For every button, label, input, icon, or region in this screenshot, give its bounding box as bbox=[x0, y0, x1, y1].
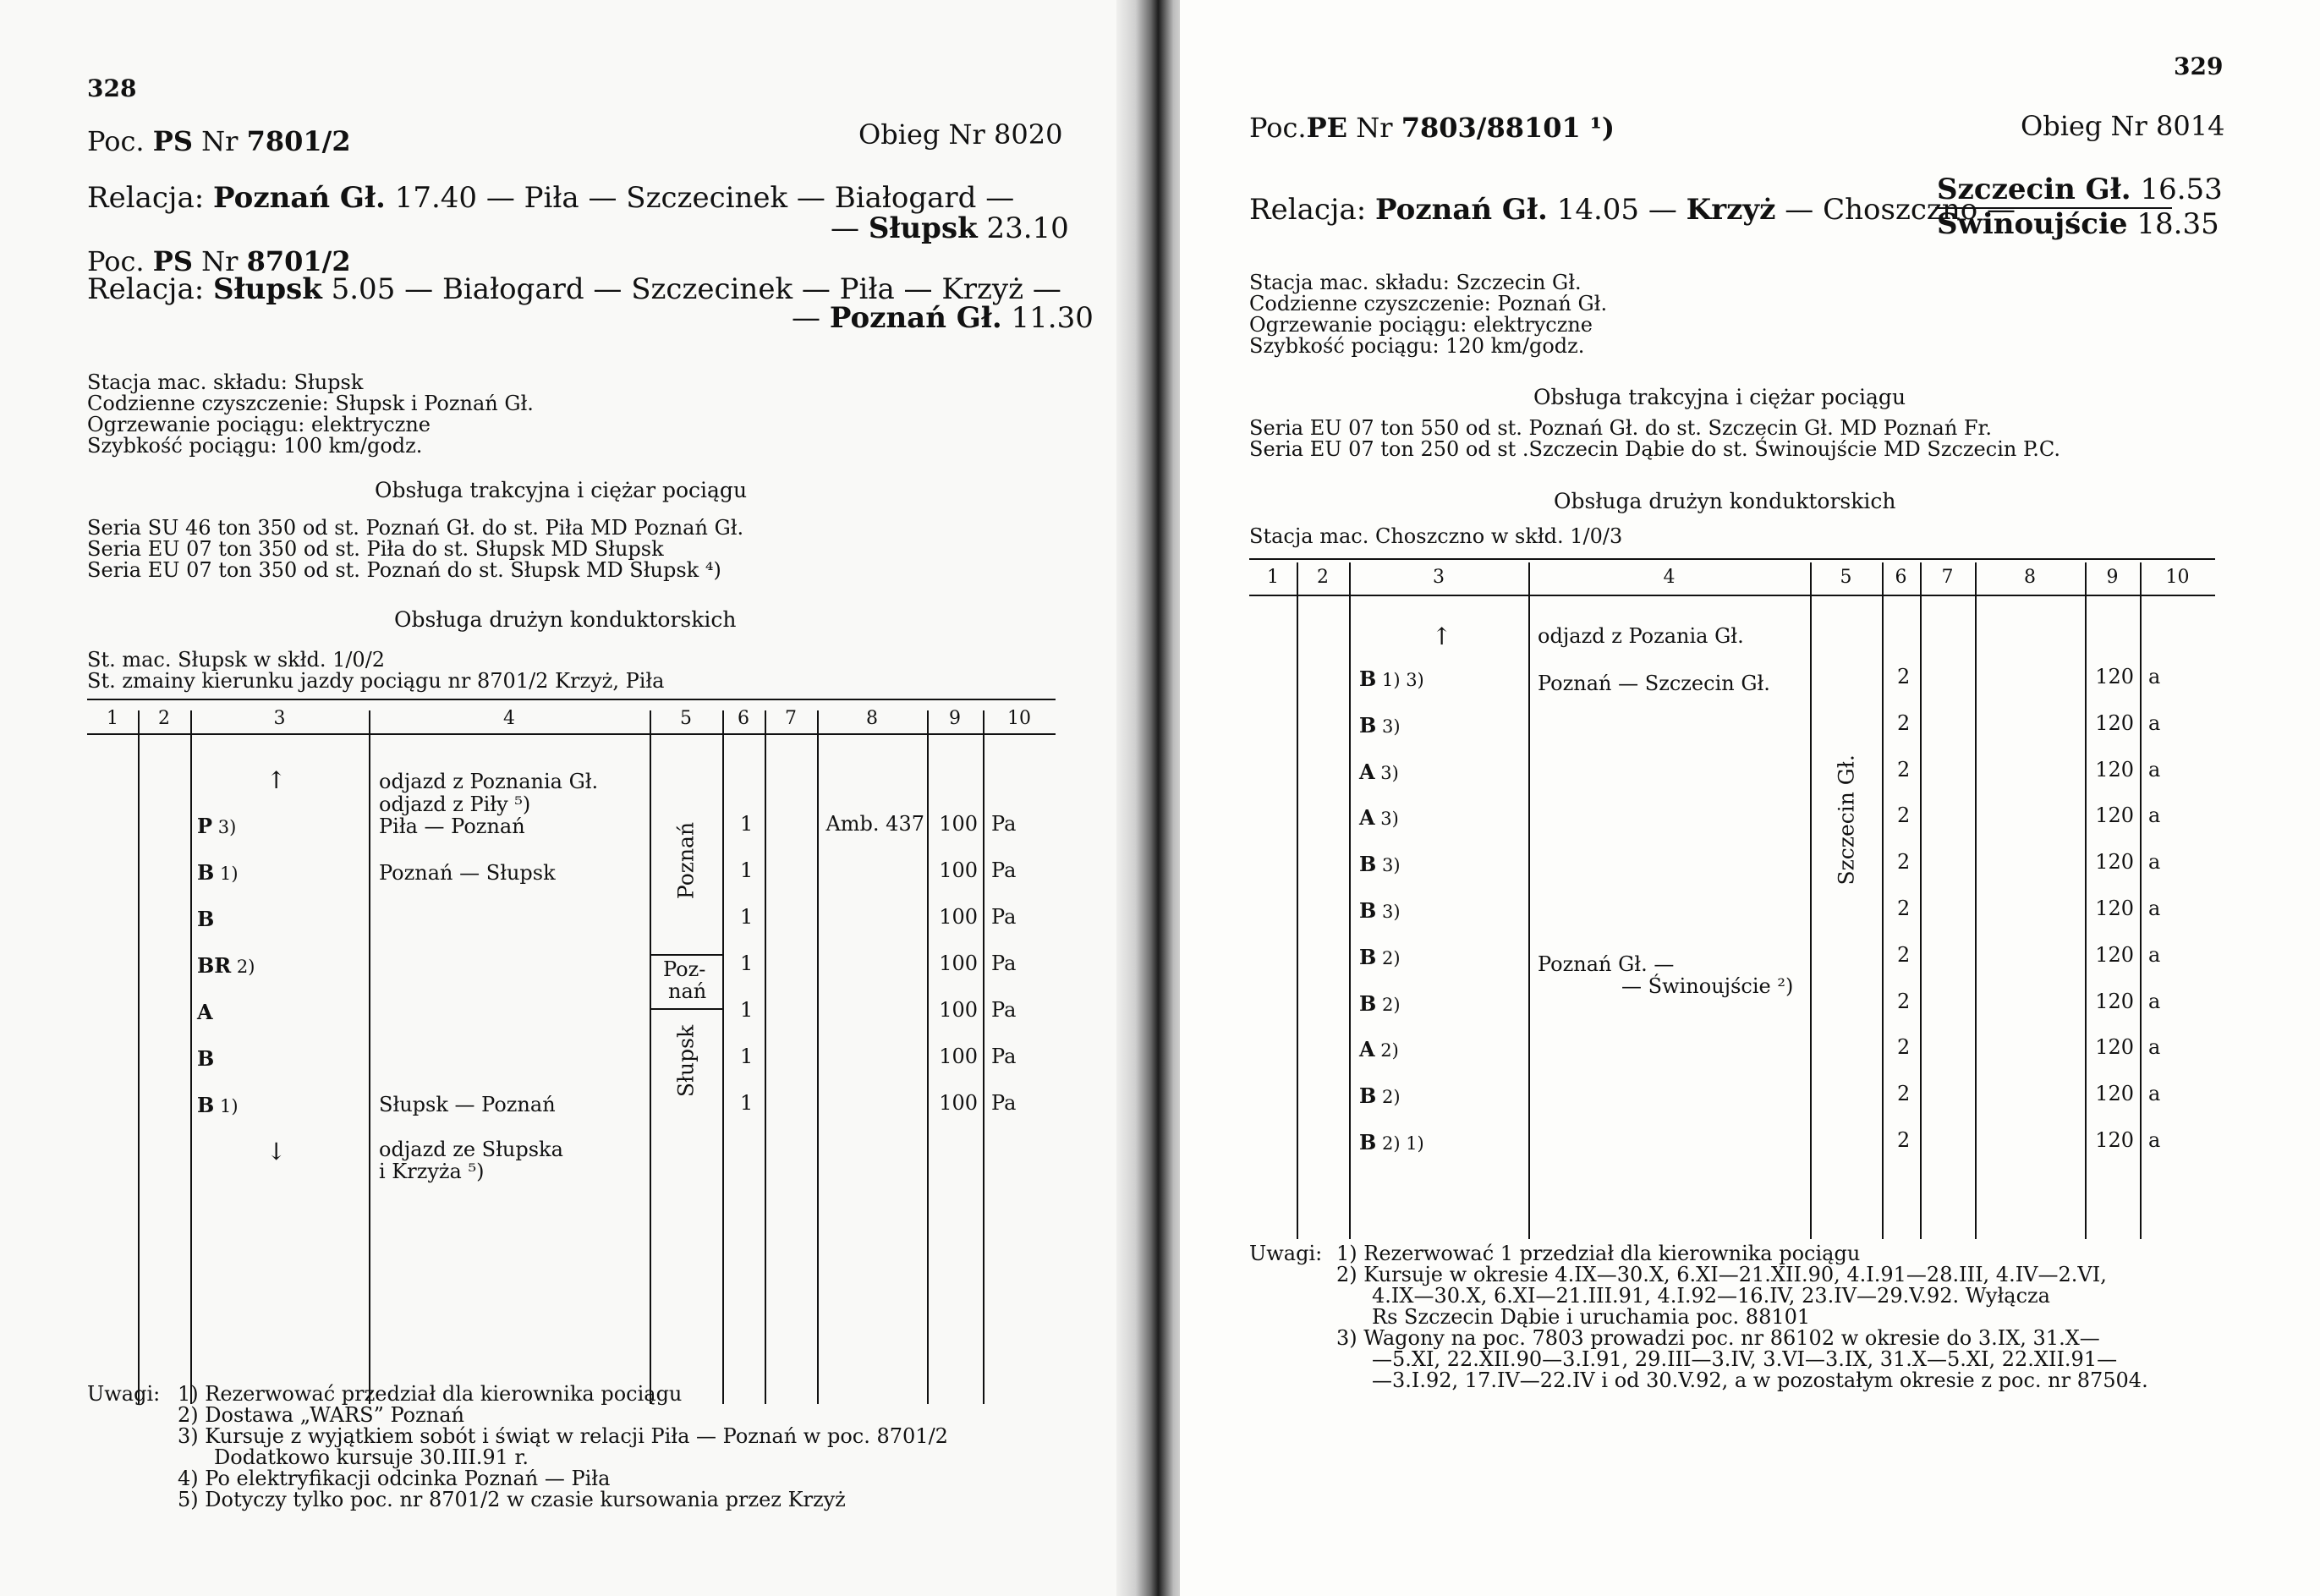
car-type: a bbox=[2148, 1035, 2161, 1060]
car-type: Pa bbox=[991, 952, 1017, 975]
train2-nr-label: Nr bbox=[192, 245, 247, 277]
footnote: —3.I.92, 17.IV—22.IV i od 30.V.92, a w pozostałym okresie z poc. nr 87504. bbox=[1372, 1368, 2148, 1392]
column-divider bbox=[1297, 562, 1298, 1239]
car-class bbox=[1359, 1130, 1424, 1154]
footnote: 5) Dotyczy tylko poc. nr 8701/2 w czasie kursowania przez Krzyż bbox=[178, 1488, 846, 1511]
car-seats: 120 bbox=[2095, 665, 2134, 688]
car-class bbox=[1359, 1037, 1399, 1061]
info-line: Stacja mac. składu: Słupsk bbox=[87, 370, 364, 394]
footnote: 1) Rezerwować przedział dla kierownika pociągu bbox=[178, 1382, 683, 1406]
car-seats: 120 bbox=[2095, 1035, 2134, 1060]
obieg-number: Obieg Nr 8014 bbox=[2021, 110, 2225, 142]
car-class-letter: P bbox=[197, 814, 213, 838]
car-class-letter: A bbox=[197, 1000, 213, 1024]
car-class-letter: B bbox=[1359, 944, 1377, 969]
info-line: Stacja mac. składu: Szczecin Gł. bbox=[1249, 271, 1582, 294]
car-class-letter: B bbox=[1359, 1083, 1377, 1109]
car-class-letter: A bbox=[1359, 805, 1375, 831]
car-seats: 120 bbox=[2095, 850, 2134, 875]
car-class-letter: B bbox=[197, 860, 215, 885]
page-number: 328 bbox=[87, 74, 137, 102]
car-seats: 120 bbox=[2095, 1082, 2134, 1106]
column-header: 5 bbox=[680, 708, 692, 729]
note-departure: odjazd z Pozania Gł. bbox=[1538, 624, 1744, 648]
column-header: 10 bbox=[2165, 567, 2190, 588]
footnote: —5.XI, 22.XII.90—3.I.91, 29.III—3.IV, 3.VI—3.IX, 31.X—5.XI, 22.XII.91— bbox=[1372, 1347, 2118, 1371]
relation2-start: Słupsk bbox=[212, 272, 322, 306]
car-class bbox=[197, 1046, 214, 1071]
column-divider bbox=[138, 710, 140, 1404]
car-seats: 120 bbox=[2095, 989, 2134, 1013]
train-number: 7801/2 bbox=[246, 125, 351, 157]
footnote: 2) Kursuje w okresie 4.IX—30.X, 6.XI—21.XII.90, 4.I.91—28.III, 4.IV—2.VI, bbox=[1336, 1263, 2107, 1286]
car-type: Pa bbox=[991, 812, 1017, 836]
destination-time: 16.53 bbox=[2131, 173, 2223, 206]
column-header: 2 bbox=[1317, 567, 1329, 588]
car-class-letter: B bbox=[197, 907, 215, 931]
car-count: 1 bbox=[740, 905, 754, 929]
route-segment: Piła — Poznań bbox=[379, 814, 525, 838]
note-departure: odjazd z Poznania Gł. bbox=[379, 770, 599, 793]
car-class-letter: B bbox=[1359, 666, 1377, 691]
relation-route: — Choszczno — bbox=[1775, 193, 2016, 227]
car-count: 1 bbox=[740, 1045, 754, 1068]
car-count: 1 bbox=[740, 858, 754, 882]
footnote: 2) Dostawa „WARS” Poznań bbox=[178, 1403, 464, 1427]
footnote: 4.IX—30.X, 6.XI—21.III.91, 4.I.92—16.IV, 23.IV—29.V.92. Wyłącza bbox=[1372, 1284, 2050, 1308]
traction-title: Obsługa trakcyjna i ciężar pociągu bbox=[1533, 385, 1906, 409]
car-seats: 100 bbox=[939, 1091, 978, 1115]
relation-label: Relacja: bbox=[87, 181, 213, 215]
relation-end-2 bbox=[792, 301, 1094, 335]
car-class-letter: A bbox=[1359, 1037, 1375, 1062]
column-divider bbox=[1528, 562, 1530, 1239]
route-segment: Poznań — Szczecin Gł. bbox=[1538, 672, 1770, 695]
car-count: 2 bbox=[1897, 850, 1911, 875]
note-departure: i Krzyża ⁵) bbox=[379, 1160, 485, 1183]
relation-end-station: Słupsk bbox=[868, 211, 978, 245]
car-count: 2 bbox=[1897, 665, 1911, 688]
table-top-rule bbox=[1249, 558, 2215, 560]
column-header: 3 bbox=[273, 708, 286, 729]
car-seats: 100 bbox=[939, 812, 978, 836]
relation-destination-bottom bbox=[1937, 207, 2219, 241]
car-type: a bbox=[2148, 757, 2161, 782]
car-class bbox=[197, 907, 214, 931]
car-seats: 100 bbox=[939, 905, 978, 929]
car-count: 2 bbox=[1897, 1082, 1911, 1106]
car-type: Pa bbox=[991, 998, 1017, 1022]
column-divider bbox=[1349, 562, 1351, 1239]
car-class-note: 2) 1) bbox=[1376, 1133, 1424, 1154]
car-class-note: 3) bbox=[1376, 716, 1401, 737]
footnote: 3) Kursuje z wyjątkiem sobót i świąt w relacji Piła — Poznań w poc. 8701/2 bbox=[178, 1424, 948, 1448]
column-divider bbox=[650, 710, 651, 1404]
destination-label: Poznań bbox=[673, 821, 699, 900]
car-type: Pa bbox=[991, 1045, 1017, 1068]
car-class bbox=[197, 860, 239, 885]
column-header: 5 bbox=[1840, 567, 1852, 588]
column-header: 4 bbox=[1663, 567, 1676, 588]
car-count: 1 bbox=[740, 998, 754, 1022]
obieg-number: Obieg Nr 8020 bbox=[858, 118, 1063, 151]
car-class-letter: B bbox=[197, 1046, 215, 1071]
train2-category: PS bbox=[152, 245, 193, 277]
car-class-note: 2) bbox=[1376, 994, 1401, 1015]
traction-title: Obsługa trakcyjna i ciężar pociągu bbox=[375, 478, 748, 502]
traction-line: Seria EU 07 ton 350 od st. Poznań do st. Słupsk MD Słupsk ⁴) bbox=[87, 558, 721, 582]
car-class bbox=[197, 1093, 239, 1117]
car-class-letter: B bbox=[1359, 898, 1377, 923]
car-number: Amb. 437 bbox=[825, 812, 924, 836]
column-header: 1 bbox=[1267, 567, 1279, 588]
column-divider bbox=[765, 710, 766, 1404]
car-type: a bbox=[2148, 1082, 2161, 1106]
route-segment: — Świnoujście ²) bbox=[1621, 974, 1794, 998]
car-class-note: 3) bbox=[1376, 855, 1401, 876]
train-title-nr-label: Nr bbox=[1347, 112, 1401, 144]
car-class bbox=[1359, 852, 1401, 876]
train-info-block bbox=[1249, 272, 1607, 357]
car-class bbox=[1359, 991, 1401, 1016]
relation-label: Relacja: bbox=[1249, 193, 1375, 227]
destination-label: nań bbox=[668, 979, 707, 1003]
car-class-letter: B bbox=[1359, 990, 1377, 1016]
car-class-note: 2) bbox=[1376, 1087, 1401, 1108]
relation-start: Poznań Gł. bbox=[1374, 193, 1548, 227]
car-class bbox=[197, 1000, 213, 1024]
car-class-note: 3) bbox=[1374, 762, 1399, 783]
relation-via: Krzyż bbox=[1686, 193, 1776, 227]
column-header: 9 bbox=[2106, 567, 2119, 588]
column-divider bbox=[1920, 562, 1922, 1239]
relation-dash: — bbox=[831, 211, 869, 245]
car-seats: 120 bbox=[2095, 897, 2134, 920]
footnote: 1) Rezerwować 1 przedział dla kierownika pociągu bbox=[1336, 1242, 1861, 1265]
destination-station: Szczecin Gł. bbox=[1937, 173, 2131, 206]
car-type: Pa bbox=[991, 905, 1017, 929]
car-seats: 120 bbox=[2095, 942, 2134, 967]
info-line: Szybkość pociągu: 120 km/godz. bbox=[1249, 334, 1585, 358]
crew-line: Stacja mac. Choszczno w skłd. 1/0/3 bbox=[1249, 524, 1623, 548]
info-line: Codzienne czyszczenie: Słupsk i Poznań Gł. bbox=[87, 392, 534, 415]
car-seats: 100 bbox=[939, 1045, 978, 1068]
car-class bbox=[197, 814, 236, 838]
notes-label: Uwagi: bbox=[87, 1382, 161, 1406]
up-arrow-icon: ↑ bbox=[266, 766, 287, 794]
car-type: a bbox=[2148, 803, 2161, 828]
relation-start: Poznań Gł. bbox=[212, 181, 386, 215]
column-header: 6 bbox=[738, 708, 749, 729]
relation-end-time: 23.10 bbox=[977, 211, 1069, 245]
right-page bbox=[1180, 0, 2320, 1596]
footnote: Dodatkowo kursuje 30.III.91 r. bbox=[214, 1445, 529, 1469]
car-class-note: 3) bbox=[1376, 902, 1401, 922]
column-header: 2 bbox=[158, 708, 170, 729]
destination-time: 18.35 bbox=[2127, 207, 2219, 241]
car-class-note: 1) bbox=[214, 864, 239, 884]
train-category: PS bbox=[152, 125, 193, 157]
car-class-note: 2) bbox=[231, 957, 255, 977]
car-count: 1 bbox=[740, 1091, 754, 1115]
car-class bbox=[1359, 760, 1399, 784]
car-class-letter: B bbox=[1359, 852, 1377, 877]
left-page bbox=[0, 0, 1125, 1596]
traction-line: Seria EU 07 ton 350 od st. Piła do st. Słupsk MD Słupsk bbox=[87, 537, 664, 561]
column-header: 3 bbox=[1433, 567, 1445, 588]
info-line: Codzienne czyszczenie: Poznań Gł. bbox=[1249, 292, 1608, 315]
car-seats: 100 bbox=[939, 998, 978, 1022]
notes-block bbox=[178, 1384, 948, 1511]
column-divider bbox=[983, 710, 984, 1404]
car-seats: 120 bbox=[2095, 803, 2134, 828]
traction-line: Seria EU 07 ton 550 od st. Poznań Gł. do st. Szczecin Gł. MD Poznań Fr. bbox=[1249, 416, 1993, 440]
note-departure: odjazd ze Słupska bbox=[379, 1138, 563, 1161]
crew-title: Obsługa drużyn konduktorskich bbox=[1554, 489, 1896, 513]
route-segment: Słupsk — Poznań bbox=[379, 1093, 556, 1116]
column-divider bbox=[1975, 562, 1977, 1239]
car-count: 2 bbox=[1897, 757, 1911, 782]
column-divider bbox=[1882, 562, 1884, 1239]
traction-block bbox=[1249, 418, 2060, 460]
relation-line-1 bbox=[87, 181, 1014, 215]
train-title-nr-label: Nr bbox=[192, 125, 247, 157]
cell-rule bbox=[650, 954, 722, 956]
relation-line bbox=[1249, 193, 2016, 227]
traction-block bbox=[87, 518, 743, 581]
car-type: a bbox=[2148, 942, 2161, 967]
car-type: a bbox=[2148, 1128, 2161, 1152]
column-header: 10 bbox=[1007, 708, 1031, 729]
car-count: 2 bbox=[1897, 1128, 1911, 1152]
car-count: 2 bbox=[1897, 710, 1911, 735]
down-arrow-icon: ↓ bbox=[266, 1138, 287, 1165]
relation2-end-station: Poznań Gł. bbox=[829, 301, 1002, 335]
car-class bbox=[1359, 666, 1424, 691]
car-class bbox=[197, 953, 255, 978]
car-class-note: 2) bbox=[1374, 1040, 1399, 1061]
relation-destination-top bbox=[1937, 173, 2223, 206]
table-top-rule bbox=[87, 699, 1056, 700]
train2-number: 8701/2 bbox=[246, 245, 351, 277]
up-arrow-icon: ↑ bbox=[1432, 622, 1452, 650]
car-class-note: 1) bbox=[214, 1096, 239, 1116]
car-class-letter: B bbox=[1359, 712, 1377, 738]
relation2-label: Relacja: bbox=[87, 272, 213, 306]
car-count: 1 bbox=[740, 812, 754, 836]
car-class-letter: B bbox=[1359, 1130, 1377, 1154]
train-title bbox=[1249, 112, 1615, 144]
car-class-note: 2) bbox=[1376, 947, 1401, 968]
relation-route: 17.40 — Piła — Szczecinek — Białogard — bbox=[385, 181, 1015, 215]
relation-route: 14.05 — bbox=[1547, 193, 1687, 227]
car-count: 2 bbox=[1897, 989, 1911, 1013]
column-header: 6 bbox=[1895, 567, 1907, 588]
train-title-prefix: Poc. bbox=[1249, 112, 1307, 144]
car-type: a bbox=[2148, 897, 2161, 920]
notes-label: Uwagi: bbox=[1249, 1242, 1323, 1265]
column-header: 8 bbox=[866, 708, 878, 729]
footnote: Rs Szczecin Dąbie i uruchamia poc. 88101 bbox=[1372, 1305, 1811, 1329]
car-count: 1 bbox=[740, 952, 754, 975]
car-class bbox=[1359, 945, 1401, 969]
car-seats: 120 bbox=[2095, 757, 2134, 782]
relation-end-1 bbox=[831, 211, 1069, 245]
info-line: Ogrzewanie pociągu: elektryczne bbox=[1249, 313, 1593, 337]
car-class bbox=[1359, 805, 1399, 830]
cell-rule bbox=[650, 1008, 722, 1010]
column-header: 7 bbox=[785, 708, 797, 729]
column-header: 4 bbox=[503, 708, 515, 729]
car-class-letter: B bbox=[197, 1093, 215, 1117]
route-segment: Poznań Gł. — bbox=[1538, 952, 1675, 976]
traction-line: Seria EU 07 ton 250 od st .Szczecin Dąbie do st. Świnoujście MD Szczecin P.C. bbox=[1249, 437, 2061, 461]
relation2-route: 5.05 — Białogard — Szczecinek — Piła — Krzyż — bbox=[321, 272, 1061, 306]
car-seats: 100 bbox=[939, 952, 978, 975]
column-header: 8 bbox=[2024, 567, 2036, 588]
train-number: 7803/88101 ¹) bbox=[1401, 112, 1615, 144]
destination-label: Słupsk bbox=[673, 1024, 699, 1098]
car-class bbox=[1359, 1083, 1401, 1108]
car-count: 2 bbox=[1897, 1035, 1911, 1060]
destination-station: Swinoujście bbox=[1937, 207, 2128, 241]
car-count: 2 bbox=[1897, 942, 1911, 967]
car-class-note: 3) bbox=[1374, 809, 1399, 830]
train2-prefix: Poc. bbox=[87, 245, 153, 277]
car-seats: 120 bbox=[2095, 710, 2134, 735]
column-divider bbox=[2140, 562, 2142, 1239]
train-info-block bbox=[87, 372, 534, 457]
train-title bbox=[87, 125, 351, 157]
destination-label: Poz- bbox=[663, 957, 706, 981]
info-line: Szybkość pociągu: 100 km/godz. bbox=[87, 434, 423, 458]
car-class-letter: A bbox=[1359, 759, 1375, 784]
train-title-prefix: Poc. bbox=[87, 125, 153, 157]
page-number: 329 bbox=[2174, 52, 2224, 80]
table-header-rule bbox=[87, 733, 1056, 735]
footnote: 4) Po elektryfikacji odcinka Poznań — Piła bbox=[178, 1467, 611, 1490]
crew-title: Obsługa drużyn konduktorskich bbox=[394, 607, 737, 632]
column-header: 1 bbox=[107, 708, 118, 729]
destination-label: Szczecin Gł. bbox=[1834, 754, 1859, 886]
car-seats: 100 bbox=[939, 858, 978, 882]
footnote: 3) Wagony na poc. 7803 prowadzi poc. nr 86102 w okresie do 3.IX, 31.X— bbox=[1336, 1326, 2100, 1350]
crew-block bbox=[87, 650, 665, 692]
route-segment: Poznań — Słupsk bbox=[379, 861, 556, 885]
car-type: a bbox=[2148, 850, 2161, 875]
column-divider bbox=[1810, 562, 1812, 1239]
table-header-rule bbox=[1249, 595, 2215, 596]
car-class-letter: BR bbox=[197, 953, 232, 978]
note-departure: odjazd z Piły ⁵) bbox=[379, 793, 531, 816]
car-count: 2 bbox=[1897, 803, 1911, 828]
car-class bbox=[1359, 898, 1401, 923]
column-divider bbox=[722, 710, 724, 1404]
car-count: 2 bbox=[1897, 897, 1911, 920]
relation2-end-time: 11.30 bbox=[1001, 301, 1094, 335]
column-divider bbox=[369, 710, 370, 1404]
car-type: a bbox=[2148, 989, 2161, 1013]
crew-line: St. zmainy kierunku jazdy pociągu nr 8701/2 Krzyż, Piła bbox=[87, 669, 665, 693]
column-divider bbox=[927, 710, 929, 1404]
car-class bbox=[1359, 713, 1401, 738]
notes-block bbox=[1336, 1243, 2148, 1391]
traction-line: Seria SU 46 ton 350 od st. Poznań Gł. do st. Piła MD Poznań Gł. bbox=[87, 516, 744, 540]
info-line: Ogrzewanie pociągu: elektryczne bbox=[87, 413, 431, 436]
car-class-note: 3) bbox=[212, 817, 237, 837]
column-header: 7 bbox=[1941, 567, 1954, 588]
column-divider bbox=[190, 710, 192, 1404]
car-type: a bbox=[2148, 710, 2161, 735]
car-type: Pa bbox=[991, 858, 1017, 882]
car-class-note: 1) 3) bbox=[1376, 670, 1424, 690]
relation2-dash: — bbox=[792, 301, 830, 335]
column-header: 9 bbox=[949, 708, 961, 729]
car-type: a bbox=[2148, 665, 2161, 688]
crew-line: St. mac. Słupsk w skłd. 1/0/2 bbox=[87, 648, 386, 672]
train-category: PE bbox=[1306, 112, 1348, 144]
car-type: Pa bbox=[991, 1091, 1017, 1115]
car-seats: 120 bbox=[2095, 1128, 2134, 1152]
